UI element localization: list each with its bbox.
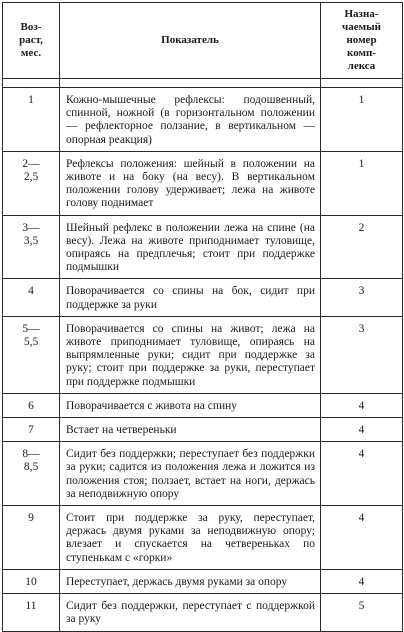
- indicator-cell: Сидит без поддержки, переступает с поддержкой за руку: [60, 594, 321, 631]
- complex-cell: 1: [321, 151, 403, 215]
- complex-cell: 4: [321, 442, 403, 506]
- table-row: [3, 418, 403, 442]
- table-row: [3, 393, 403, 417]
- indicator-cell: Поворачивается с живота на спину: [60, 393, 321, 417]
- indicator-cell: Поворачивается со спины на живот; лежа на животе приподнимает туловище, опираясь на выпрямленные руки; сидит при поддержке за руку; стоит при поддержке за руки, переступает при поддержке подмышки: [60, 316, 321, 393]
- table-row: [3, 88, 403, 152]
- complex-cell: 4: [321, 569, 403, 593]
- table-row: [3, 506, 403, 570]
- age-cell: 2— 2,5: [3, 151, 60, 215]
- table-row: [3, 279, 403, 316]
- age-cell: 11: [3, 594, 60, 631]
- header-age: Воз- раст, мес.: [3, 3, 60, 79]
- age-cell: 10: [3, 569, 60, 593]
- age-cell: 7: [3, 418, 60, 442]
- age-cell: 3— 3,5: [3, 215, 60, 279]
- complex-cell: 5: [321, 594, 403, 631]
- complex-cell: 3: [321, 279, 403, 316]
- table-row: [3, 594, 403, 631]
- age-cell: 8— 8,5: [3, 442, 60, 506]
- header-complex: Назна- чаемый номер комп- лекса: [321, 3, 403, 79]
- table-row: [3, 215, 403, 279]
- age-cell: 5— 5,5: [3, 316, 60, 393]
- age-cell: 9: [3, 506, 60, 570]
- header-indicator: Показатель: [60, 3, 321, 79]
- age-cell: 6: [3, 393, 60, 417]
- complex-cell: 4: [321, 393, 403, 417]
- complex-cell: 2: [321, 215, 403, 279]
- indicator-cell: Переступает, держась двумя руками за опору: [60, 569, 321, 593]
- table-header: [3, 3, 403, 79]
- table-row: [3, 569, 403, 593]
- complex-cell: 4: [321, 506, 403, 570]
- indicator-cell: Рефлексы положения: шейный в положении на животе и на боку (на весу). В вертикальном положении голову удерживает; лежа на животе голову поднимает: [60, 151, 321, 215]
- table-row: [3, 442, 403, 506]
- table-row: [3, 316, 403, 393]
- development-table-container: [2, 2, 402, 632]
- development-table: [2, 2, 403, 632]
- indicator-cell: Поворачивается со спины на бок, сидит при поддержке за руки: [60, 279, 321, 316]
- indicator-cell: Встает на четвереньки: [60, 418, 321, 442]
- complex-cell: 4: [321, 418, 403, 442]
- age-cell: 4: [3, 279, 60, 316]
- indicator-cell: Шейный рефлекс в положении лежа на спине (на весу). Лежа на животе приподнимает туловище, опираясь на предплечья; стоит при поддержке подмышки: [60, 215, 321, 279]
- complex-cell: 3: [321, 316, 403, 393]
- complex-cell: 1: [321, 88, 403, 152]
- header-gap-row: [3, 79, 403, 88]
- indicator-cell: Кожно-мышечные рефлексы: подошвенный, спинной, ножной (в горизонтальном положении — рефлекторное ползание, в вертикальном — опорная реакция): [60, 88, 321, 152]
- age-cell: 1: [3, 88, 60, 152]
- table-row: [3, 151, 403, 215]
- indicator-cell: Стоит при поддержке за руку, переступает, держась двумя руками за неподвижную опору; влезает и спускается на четвереньках по ступенькам с «горки»: [60, 506, 321, 570]
- table-body: [3, 79, 403, 632]
- indicator-cell: Сидит без поддержки; переступает без поддержки за руки; садится из положения лежа и ложится из положения стоя; ползает, встает на ноги, держась за неподвижную опору: [60, 442, 321, 506]
